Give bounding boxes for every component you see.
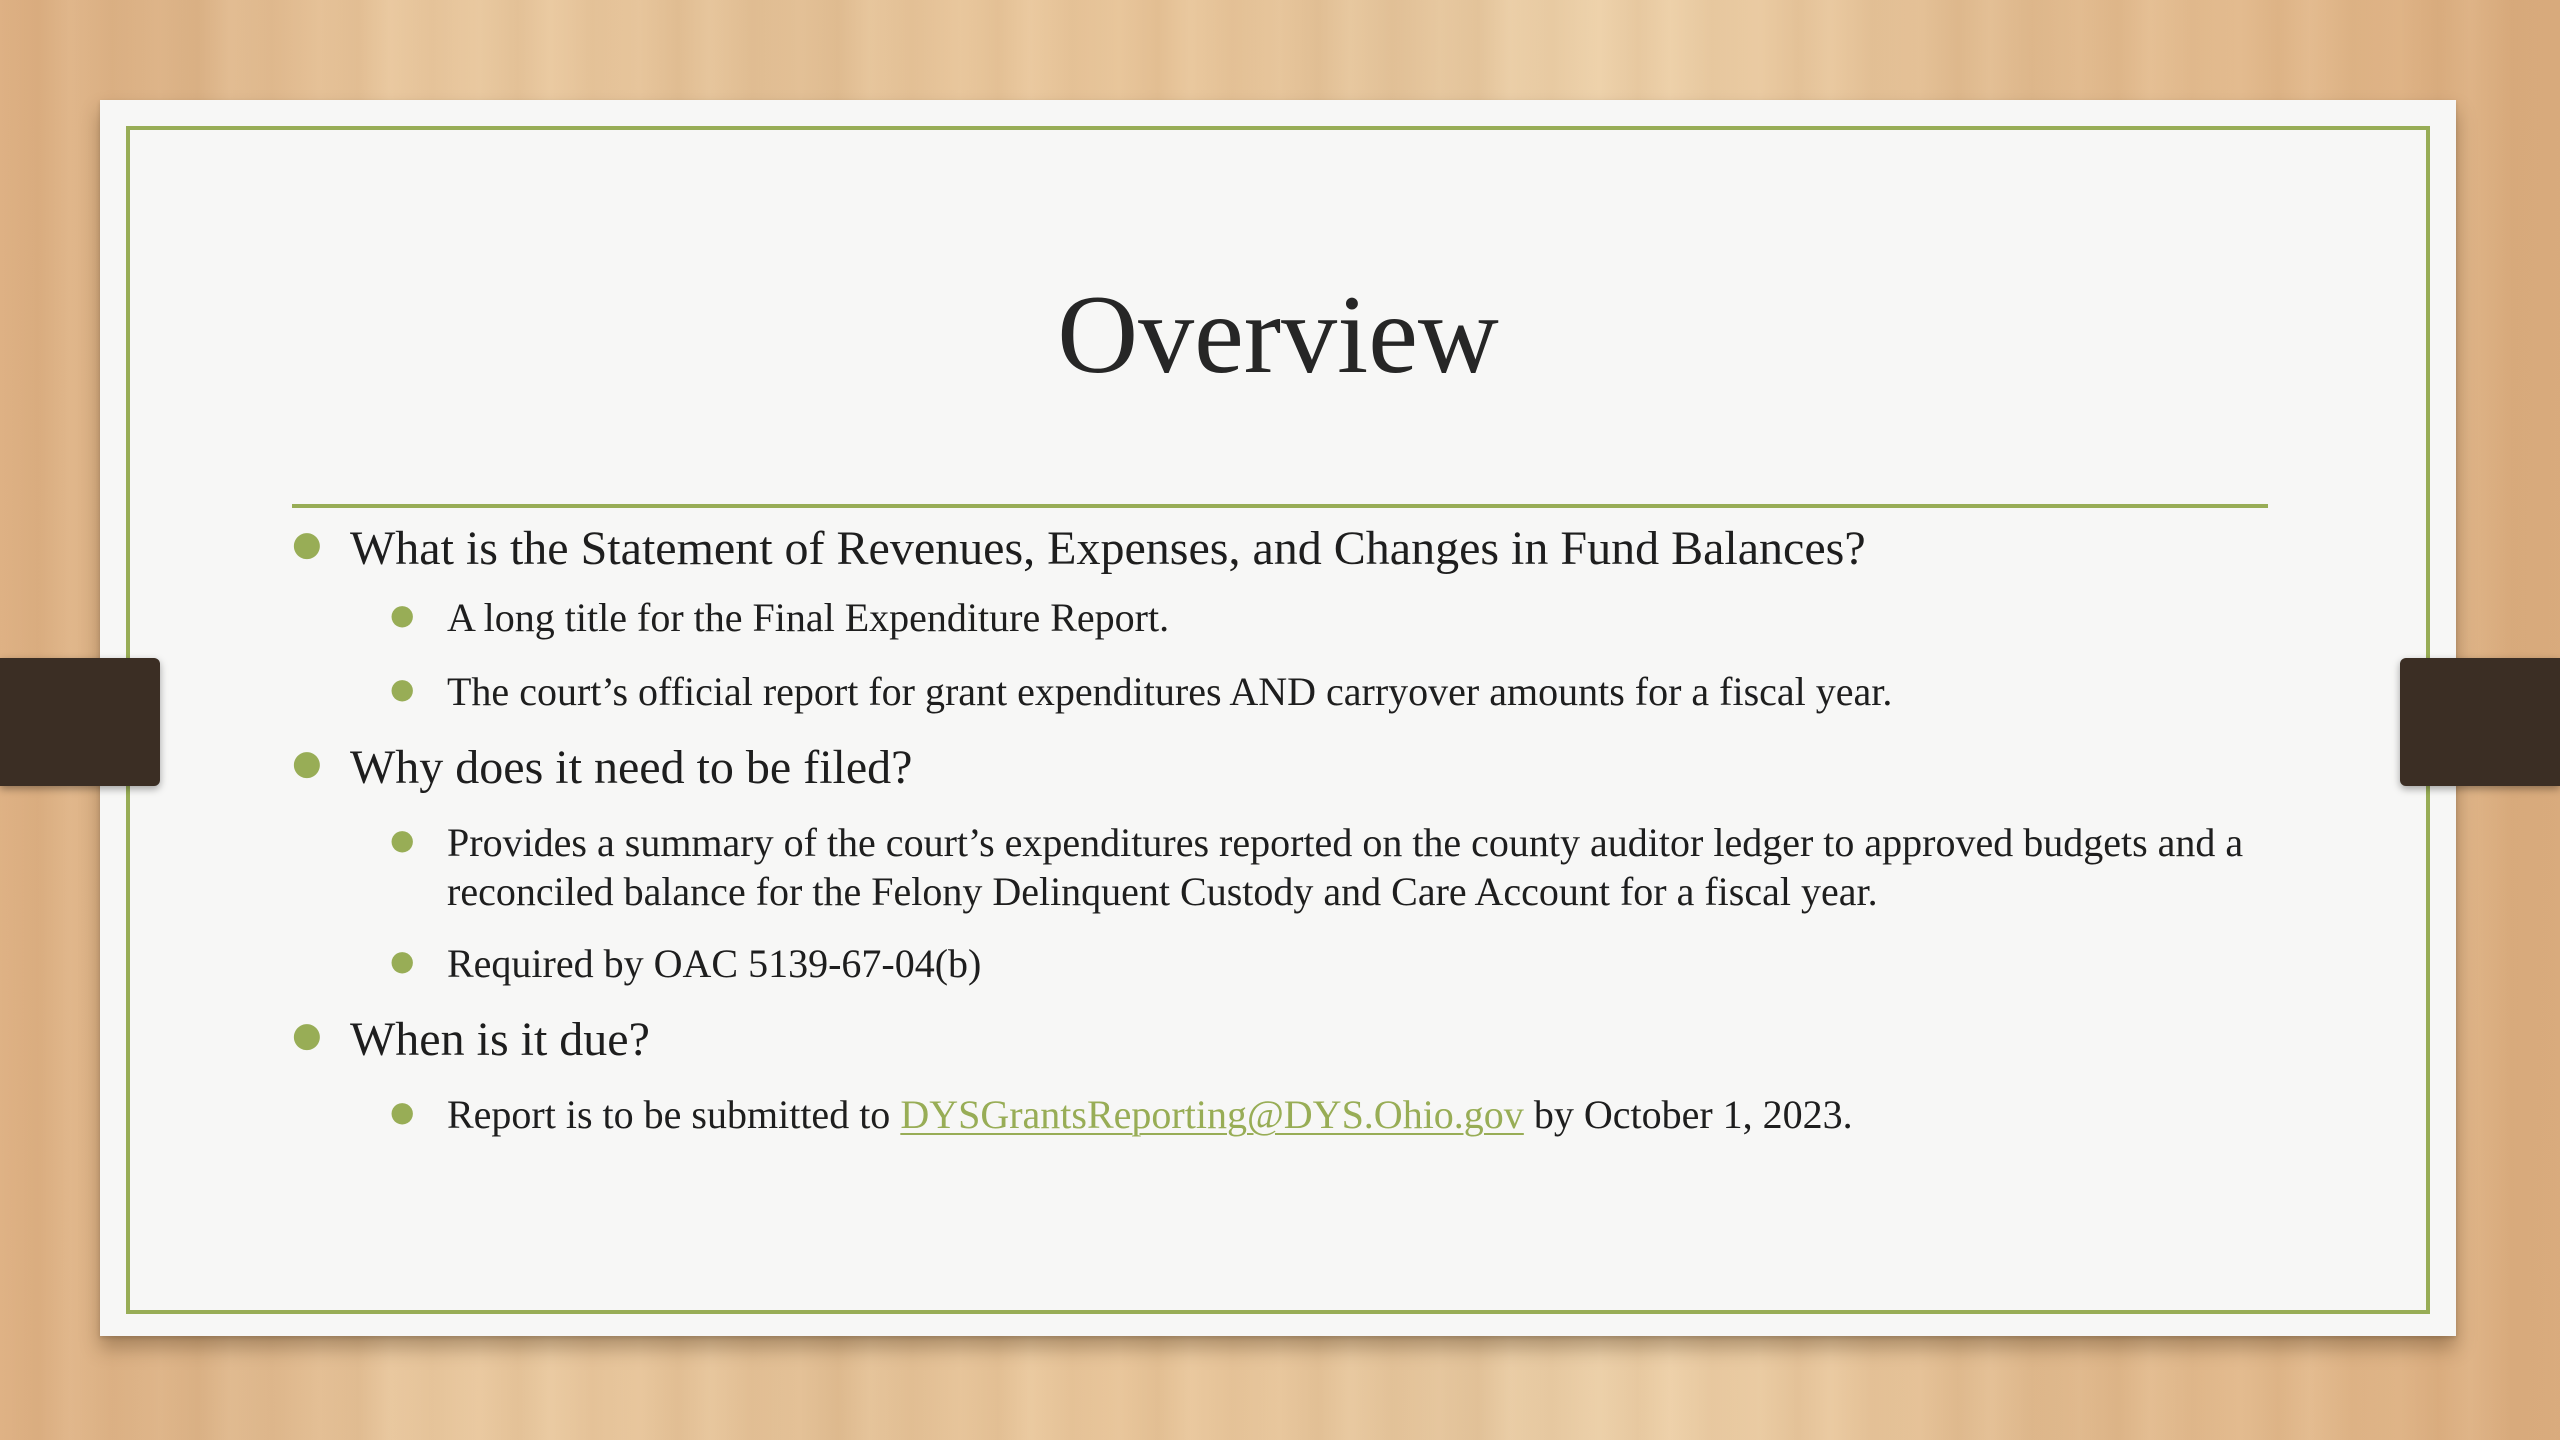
sub-bullet-text: A long title for the Final Expenditure Report.: [447, 594, 1170, 640]
sub-bullet-text: Required by OAC 5139-67-04(b): [447, 941, 982, 987]
sub-bullet-suffix: by October 1, 2023.: [1523, 1091, 1853, 1137]
sub-bullet-item: [292, 940, 2302, 989]
bullet-list: [292, 520, 2302, 1140]
sub-bullet-item: [292, 594, 2302, 643]
bullet-dot-icon: ●: [390, 597, 415, 631]
slide-title: Overview: [1057, 273, 1499, 397]
bullet-text: Why does it need to be filed?: [350, 741, 913, 795]
bullet-item-when: [292, 1011, 2302, 1069]
bullet-dot-icon: ●: [390, 672, 415, 706]
binder-clip-right: [2400, 658, 2560, 786]
bullet-dot-icon: ●: [292, 743, 322, 784]
slide: [100, 100, 2456, 1336]
sub-bullet-item: [292, 1091, 2302, 1140]
binder-clip-left: [0, 658, 160, 786]
sub-bullet-item: [292, 668, 2302, 717]
bullet-dot-icon: ●: [292, 524, 322, 564]
bullet-text: What is the Statement of Revenues, Expenses, and Changes in Fund Balances?: [350, 522, 1866, 575]
sub-bullet-text: The court’s official report for grant expenditures AND carryover amounts for a fiscal year.: [447, 669, 1893, 715]
sub-bullet-prefix: Report is to be submitted to: [447, 1091, 901, 1137]
bullet-item-what: [292, 520, 2302, 578]
title-divider: [292, 504, 2268, 508]
bullet-dot-icon: ●: [390, 1094, 415, 1128]
bullet-item-why: [292, 739, 2302, 797]
sub-bullet-text: Provides a summary of the court’s expenditures reported on the county auditor ledger to approved budgets and a reconciled balance for the Felony Delinquent Custody and Care Account for a fiscal year.: [447, 819, 2244, 914]
bullet-dot-icon: ●: [390, 822, 415, 856]
email-link[interactable]: DYSGrantsReporting@DYS.Ohio.gov: [900, 1091, 1524, 1137]
sub-bullet-item: [292, 819, 2302, 917]
bullet-text: When is it due?: [350, 1013, 650, 1067]
bullet-dot-icon: ●: [292, 1015, 322, 1056]
bullet-dot-icon: ●: [390, 944, 415, 978]
